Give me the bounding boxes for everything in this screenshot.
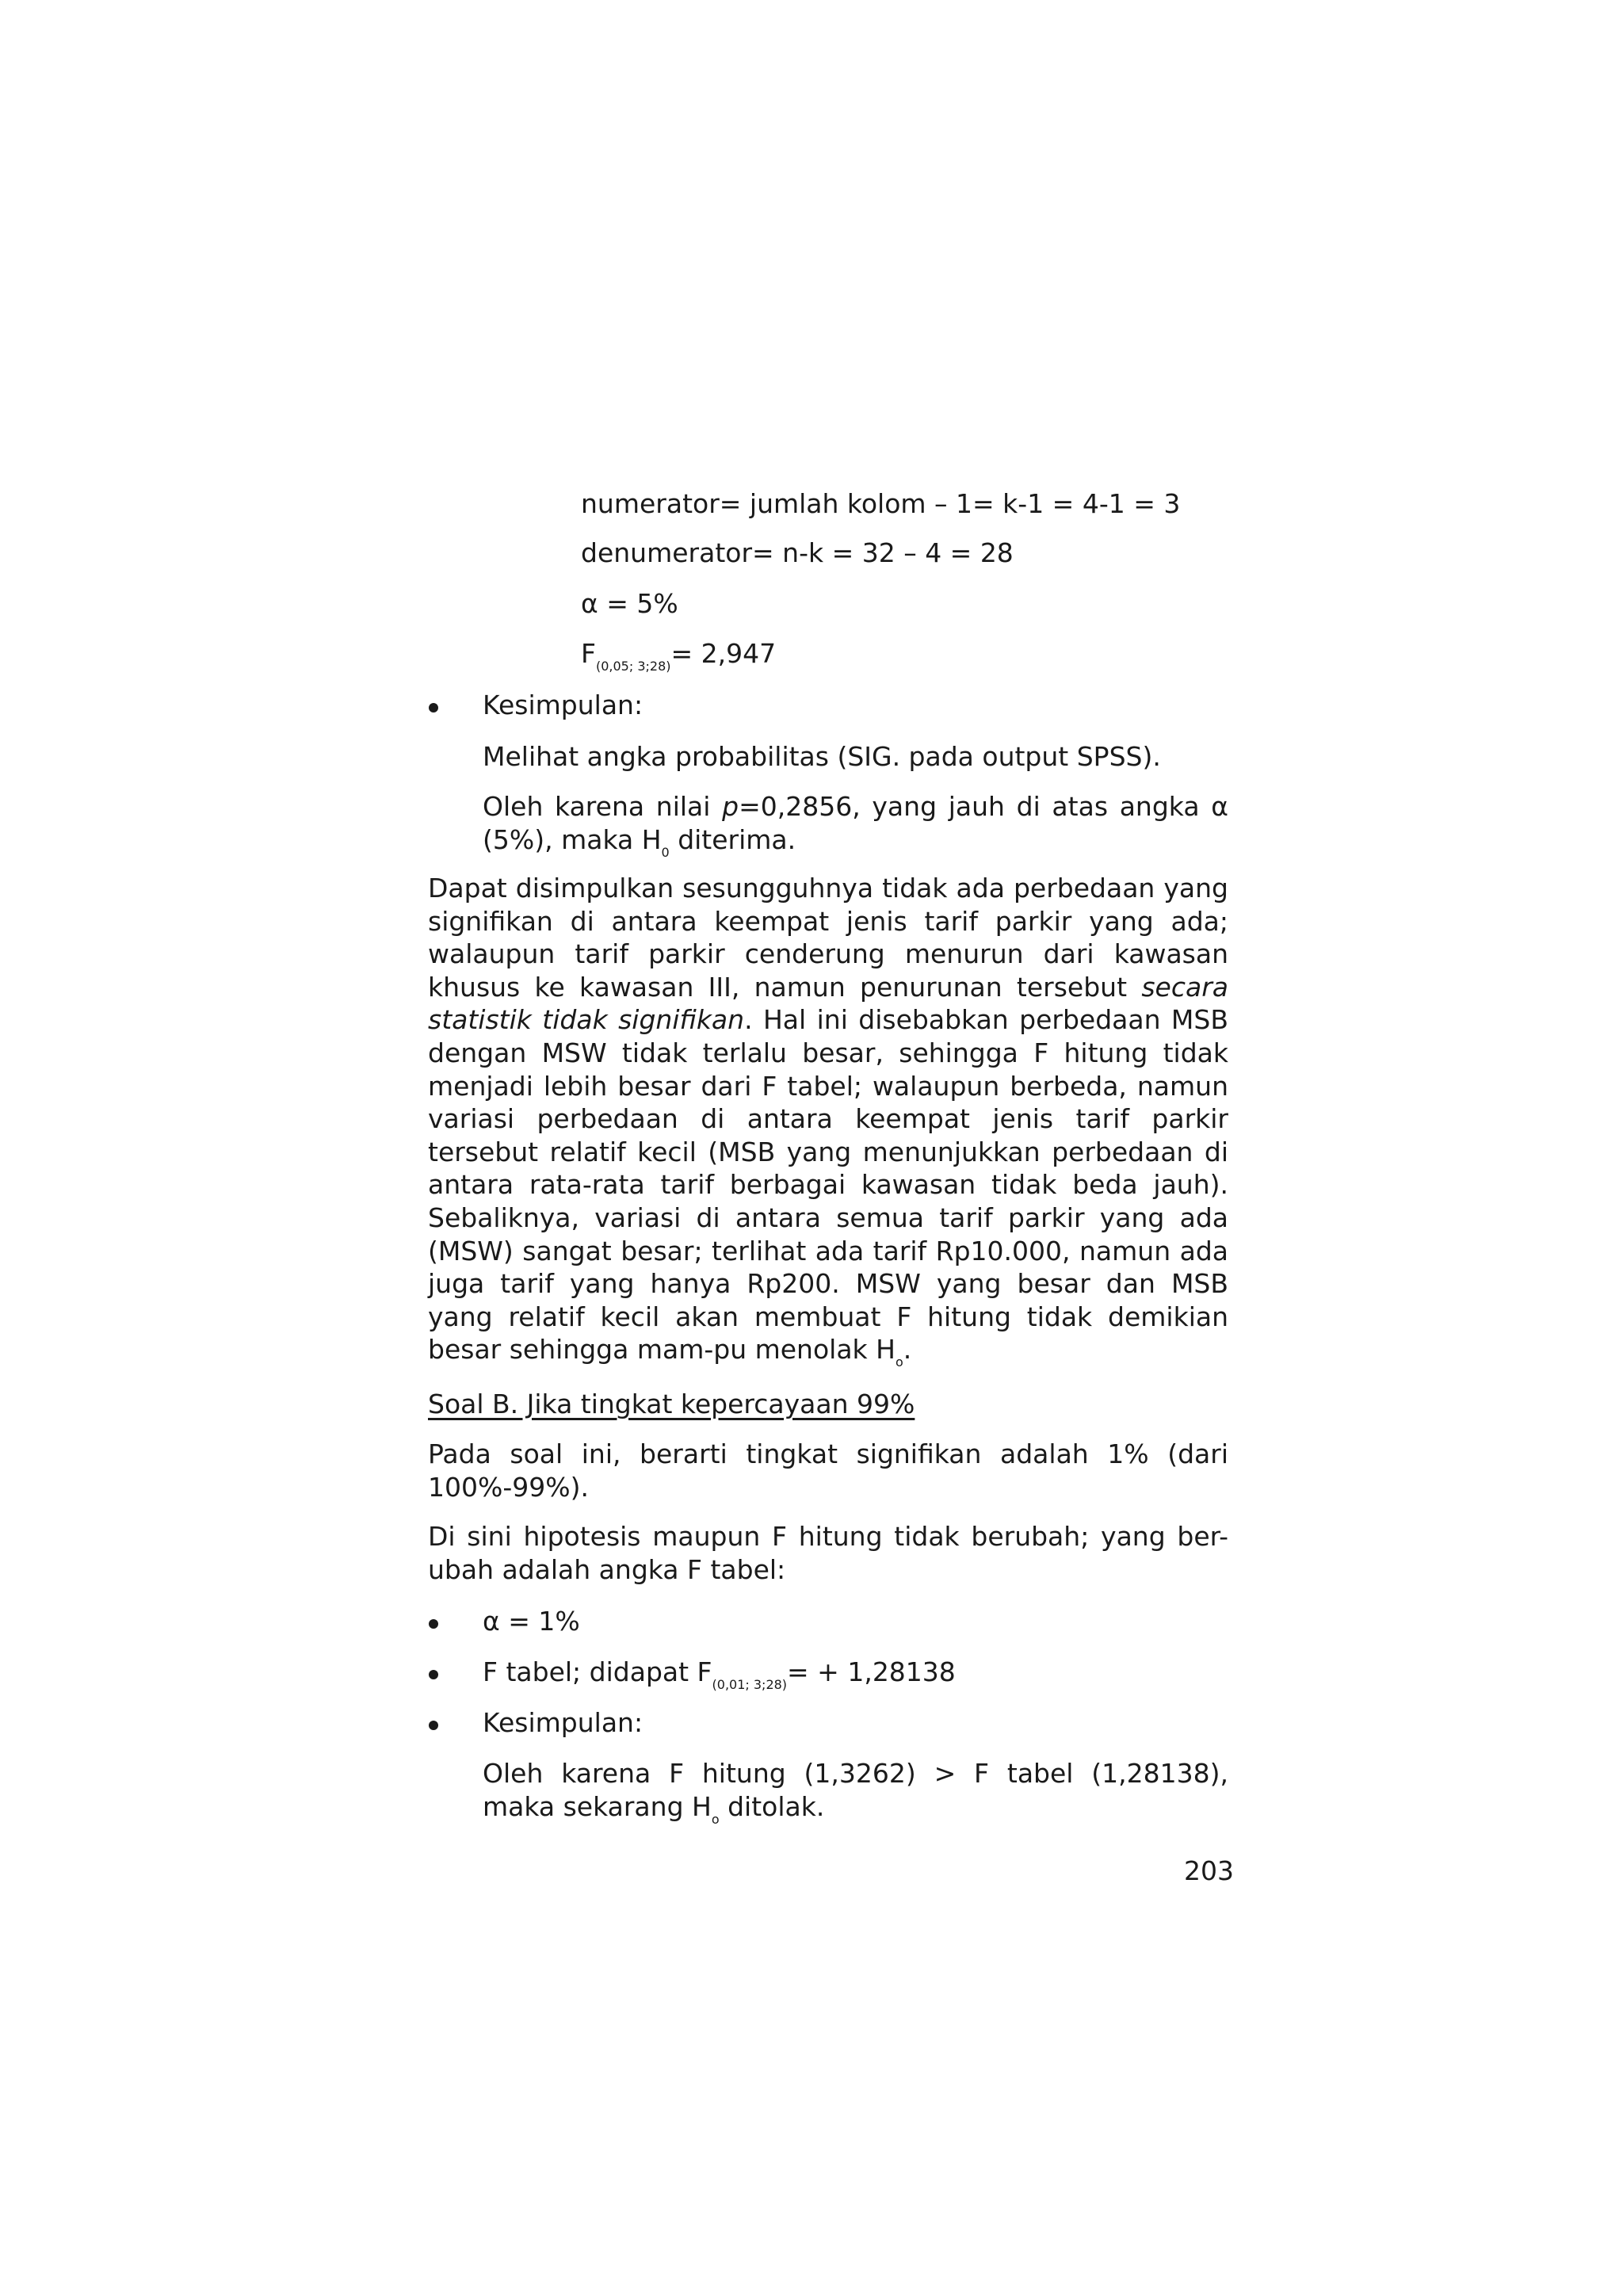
bullet-icon — [429, 703, 438, 712]
soal-b-heading: Soal B. Jika tingkat kepercayaan 99% — [428, 1389, 915, 1419]
bullet-icon — [429, 1721, 438, 1730]
kesimpulan-line-2: Oleh karena nilai p=0,2856, yang jauh di atas angka α (5%), maka $H_0$ diterima. — [483, 791, 1228, 860]
page-number: 203 — [1184, 1855, 1234, 1886]
bullet-icon — [429, 1619, 438, 1629]
conclusion-paragraph: Dapat disimpulkan sesungguhnya tidak ada perbedaan yang signifikan di antara keempat jenis tarif parkir yang ada; walaupun tarif parkir cenderung menurun dari kawasan khusus ke kawasan III, namun penurunan tersebut secara statistik tidak signifikan. Hal ini disebabkan perbedaan MSB dengan MSW tidak terlalu besar, sehingga F hitung tidak menjadi lebih besar dari F tabel; walaupun berbeda, namun variasi perbedaan di antara keempat jenis tarif parkir tersebut relatif kecil (MSB yang menunjukkan perbedaan di antara rata-rata tarif berbagai kawasan tidak beda jauh). Sebaliknya, variasi di antara semua tarif parkir yang ada (MSW) sangat besar; terlihat ada tarif Rp10.000, namun ada juga tarif yang hanya Rp200. MSW yang besar dan MSB yang relatif kecil akan membuat F hitung tidak demikian besar sehingga mam-pu menolak $H_o$. — [428, 873, 1228, 1370]
kesimpulan-line-1: Melihat angka probabilitas (SIG. pada output SPSS). — [483, 741, 1161, 772]
f-table-line — [581, 637, 776, 674]
alpha-line: α = 5% — [581, 588, 678, 619]
numerator-line: numerator= jumlah kolom – 1= k-1 = 4-1 = 3 — [581, 488, 1181, 519]
f-value: = 2,947 — [670, 638, 777, 669]
final-conclusion: Oleh karena F hitung (1,3262) > F tabel (1,28138), maka sekarang $H_o$ ditolak. — [483, 1758, 1228, 1827]
f-symbol: F — [581, 638, 596, 669]
alpha-1-line: α = 1% — [483, 1606, 580, 1637]
soal-b-paragraph-1: Pada soal ini, berarti tingkat signifikan adalah 1% (dari 100%-99%). — [428, 1438, 1228, 1503]
kesimpulan-b-heading: Kesimpulan: — [483, 1707, 643, 1738]
f-table-b-line: F tabel; didapat $F_{(0,01; 3;28)}= + 1,28138$ — [483, 1656, 956, 1692]
denumerator-line: denumerator= n-k = 32 – 4 = 28 — [581, 537, 1014, 568]
bullet-icon — [429, 1670, 438, 1679]
kesimpulan-heading: Kesimpulan: — [483, 690, 643, 720]
soal-b-paragraph-2: Di sini hipotesis maupun F hitung tidak berubah; yang ber-ubah adalah angka F tabel: — [428, 1521, 1228, 1585]
f-subscript: (0,05; 3;28) — [595, 659, 671, 674]
